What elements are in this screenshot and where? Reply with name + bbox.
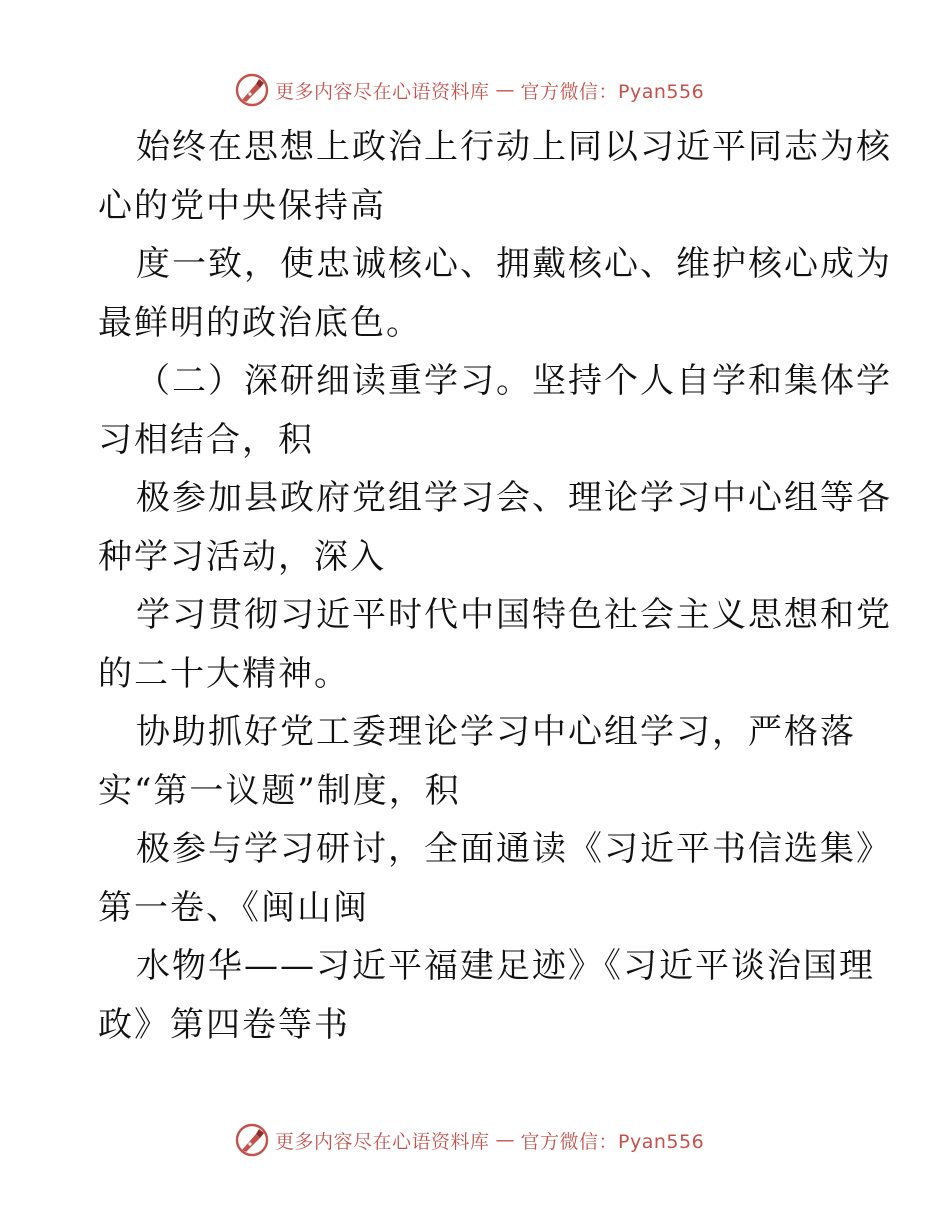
paragraph-line: 最鲜明的政治底色。 — [98, 302, 422, 343]
document-body — [98, 118, 892, 1054]
watermark-wechat: 官方微信：Pyan556 — [520, 1130, 705, 1153]
pen-nib-logo-icon — [235, 73, 269, 107]
paragraph-line: 心的党中央保持高 — [98, 185, 386, 226]
paragraph — [98, 703, 858, 820]
paragraph — [98, 352, 892, 469]
paragraph-line: 的二十大精神。 — [98, 653, 350, 694]
paragraph-line: 水物华——习近平福建足迹》《习近平谈治国理 — [136, 946, 875, 986]
paragraph — [98, 937, 875, 1054]
paragraph — [98, 820, 892, 937]
watermark-separator: — — [495, 1129, 515, 1151]
paragraph — [98, 235, 892, 352]
footer-watermark — [235, 1122, 704, 1158]
paragraph-line: 度一致，使忠诚核心、拥戴核心、维护核心成为 — [136, 244, 892, 284]
paragraph — [98, 586, 892, 703]
watermark-text: 更多内容尽在心语资料库 — [275, 80, 490, 103]
paragraph-line: 实“第一议题”制度，积 — [98, 770, 461, 811]
paragraph-line: 极参与学习研讨，全面通读《习近平书信选集》 — [136, 829, 892, 869]
paragraph-line: 第一卷、《闽山闽 — [98, 887, 369, 928]
paragraph-line: （二）深研细读重学习。坚持个人自学和集体学 — [136, 361, 892, 401]
paragraph-line: 政》第四卷等书 — [98, 1004, 350, 1045]
watermark-wechat: 官方微信：Pyan556 — [520, 80, 705, 103]
paragraph-line: 学习贯彻习近平时代中国特色社会主义思想和党 — [136, 595, 892, 635]
watermark-separator: — — [495, 79, 515, 101]
paragraph-line: 极参加县政府党组学习会、理论学习中心组等各 — [136, 478, 892, 518]
header-watermark — [235, 72, 704, 108]
watermark-text: 更多内容尽在心语资料库 — [275, 1130, 490, 1153]
pen-nib-logo-icon — [235, 1123, 269, 1157]
paragraph — [98, 118, 892, 235]
paragraph-line: 始终在思想上政治上行动上同以习近平同志为核 — [136, 127, 892, 167]
paragraph-line: 习相结合，积 — [98, 419, 314, 460]
paragraph — [98, 469, 892, 586]
paragraph-line: 种学习活动，深入 — [98, 536, 386, 577]
paragraph-line: 协助抓好党工委理论学习中心组学习，严格落 — [136, 712, 856, 752]
